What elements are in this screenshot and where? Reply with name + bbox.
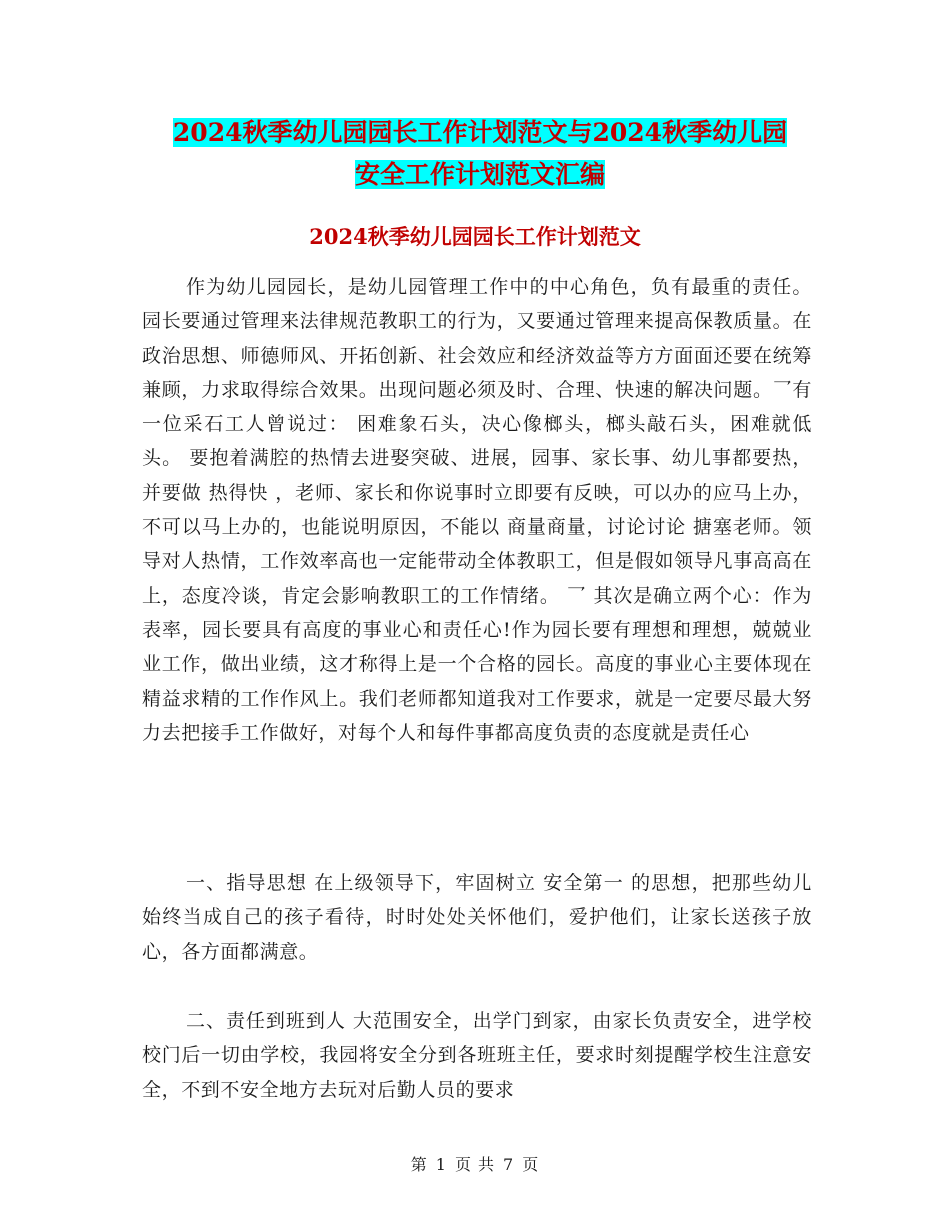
page-number-suffix: 页: [522, 1155, 540, 1174]
page-number-prefix: 第: [410, 1155, 428, 1174]
page-number-total: 7: [503, 1155, 515, 1174]
body-paragraph: 二、责任到班到人 大范围安全，出学门到家，由家长负责安全，进学校校门后一切由学校，我园将安全分到各班班主任，要求时刻提醒学校生注意安全，不到不安全地方去玩对后勤人员的要求: [142, 1010, 812, 1101]
section-heading: 2024秋季幼儿园园长工作计划范文: [309, 224, 641, 249]
page-number-current: 1: [435, 1155, 447, 1174]
page-footer: [0, 1152, 950, 1175]
document-title: [140, 112, 820, 196]
body-paragraph: 一、指导思想 在上级领导下，牢固树立 安全第一 的思想，把那些幼儿始终当成自己的孩子看待，时时处处关怀他们，爱护他们，让家长送孩子放心，各方面都满意。: [142, 872, 812, 963]
page-number-mid: 页 共: [454, 1155, 496, 1174]
document-title-line1: 2024秋季幼儿园园长工作计划范文与2024秋季幼儿园: [172, 118, 788, 147]
body-paragraph: 作为幼儿园园长，是幼儿园管理工作中的中心角色，负有最重的责任。园长要通过管理来法律规范教职工的行为，又要通过管理来提高保教质量。在政治思想、师德师风、开拓创新、社会效应和经济效益等方方面面还要在统筹兼顾，力求取得综合效果。出现问题必须及时、合理、快速的解决问题。乛有一位采石工人曾说过： 困难象石头，决心像榔头，榔头敲石头，困难就低头。 要抱着满腔的热情去进娶突破、进展，园事、家长事、幼儿事都要热，并要做 热得快 ，老师、家长和你说事时立即要有反映，可以办的应马上办，不可以马上办的，也能说明原因，不能以 商量商量，讨论讨论 搪塞老师。领导对人热情，工作效率高也一定能带动全体教职工，但是假如领导凡事高高在上，态度冷谈，肯定会影响教职工的工作情绪。 乛 其次是确立两个心：作为表率，园长要具有高度的事业心和责任心!作为园长要有理想和理想，兢兢业业工作，做出业绩，这才称得上是一个合格的园长。高度的事业心主要体现在精益求精的工作作风上。我们老师都知道我对工作要求，就是一定要尽最大努力去把接手工作做好，对每个人和每件事都高度负责的态度就是责任心: [142, 276, 812, 744]
document-title-line2: 安全工作计划范文汇编: [354, 160, 605, 189]
